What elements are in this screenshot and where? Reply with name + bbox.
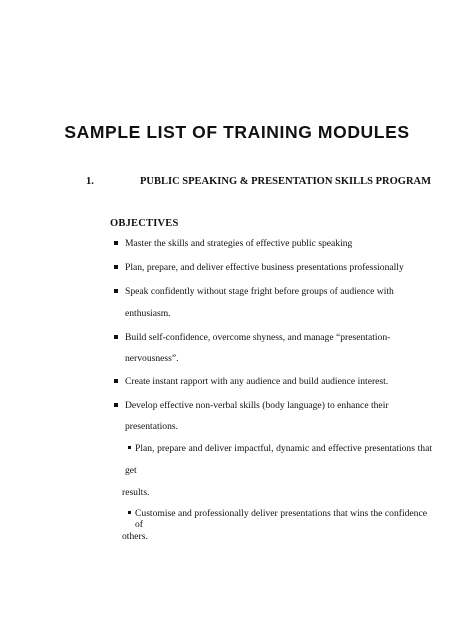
objective-line: presentations. xyxy=(125,421,179,432)
bullet-icon xyxy=(114,241,118,245)
sub-point-line: Customise and professionally deliver presentations that wins the confidence of xyxy=(135,508,427,530)
document-title: SAMPLE LIST OF TRAINING MODULES xyxy=(64,122,410,142)
objective-line: Master the skills and strategies of effective public speaking xyxy=(125,238,353,249)
section-title: PUBLIC SPEAKING & PRESENTATION SKILLS PROGRAM xyxy=(140,176,432,187)
sub-point-line: get xyxy=(125,465,137,476)
bullet-icon xyxy=(128,446,131,449)
objective-line: Build self-confidence, overcome shyness, and manage “presentation- xyxy=(125,332,391,343)
sub-point-line: Plan, prepare and deliver impactful, dynamic and effective presentations that xyxy=(135,443,432,454)
objective-line: enthusiasm. xyxy=(125,308,171,319)
section-number: 1. xyxy=(86,176,94,187)
objective-line: Create instant rapport with any audience and build audience interest. xyxy=(125,376,389,387)
sub-point-line: results. xyxy=(122,487,150,498)
bullet-icon xyxy=(114,403,118,407)
bullet-icon xyxy=(114,289,118,293)
objective-line: Plan, prepare, and deliver effective business presentations professionally xyxy=(125,262,404,273)
bullet-icon xyxy=(114,379,118,383)
objective-line: nervousness”. xyxy=(125,353,179,364)
bullet-icon xyxy=(128,511,131,514)
objective-line: Speak confidently without stage fright before groups of audience with xyxy=(125,286,394,297)
objective-line: Develop effective non-verbal skills (body language) to enhance their xyxy=(125,400,389,411)
objectives-heading: OBJECTIVES xyxy=(110,218,179,229)
bullet-icon xyxy=(114,335,118,339)
sub-point-line: others. xyxy=(122,531,148,542)
bullet-icon xyxy=(114,265,118,269)
